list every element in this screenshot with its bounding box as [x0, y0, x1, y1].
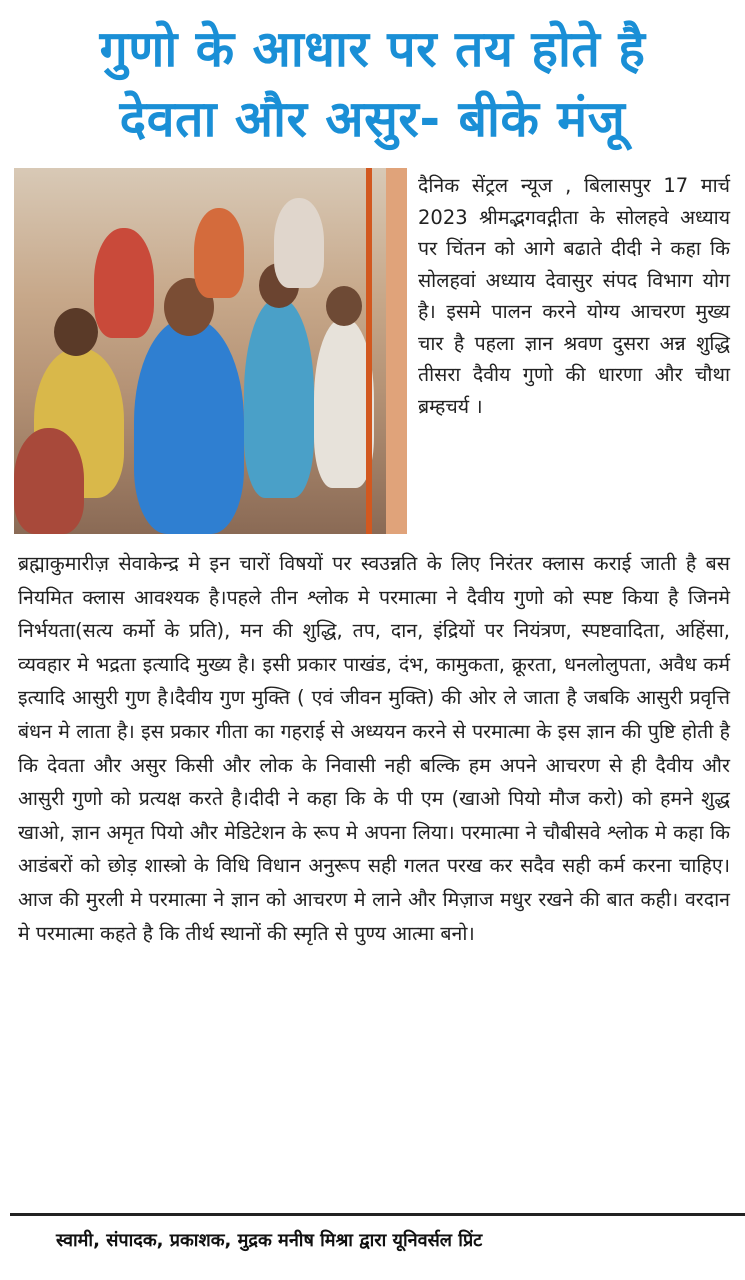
audience-photo [14, 168, 407, 534]
footer-divider [10, 1213, 745, 1216]
headline-line-1: गुणो के आधार पर तय होते है [99, 20, 646, 78]
headline-line-2: देवता और असुर- बीके मंजू [119, 90, 626, 148]
article-intro: दैनिक सेंट्रल न्यूज , बिलासपुर 17 मार्च 2023 श्रीमद्भगवद्गीता के सोलहवे अध्याय पर चिंतन को आगे बढाते दीदी ने कहा कि सोलहवां अध्याय देवासुर संपद विभाग योग है। इसमे पालन करने योग्य आचरण मुख्य चार है पहला ज्ञान श्रवण दुसरा अन्न शुद्धि तीसरा दैवीय गुणो की धारणा और चौथा ब्रम्हचर्य । [418, 174, 730, 418]
footer-imprint: स्वामी, संपादक, प्रकाशक, मुद्रक मनीष मिश्रा द्वारा यूनिवर्सल प्रिंट [56, 1230, 483, 1251]
article-body: ब्रह्माकुमारीज़ सेवाकेन्द्र मे इन चारों विषयों पर स्वउन्नति के लिए निरंतर क्लास कराई जाती है बस नियमित क्लास आवश्यक है।पहले तीन श्लोक मे परमात्मा ने दैवीय गुणो को स्पष्ट किया है जिनमे निर्भयता(सत्य कर्मो के प्रति), मन की शुद्धि, तप, दान, इंद्रियों पर नियंत्रण, स्पष्टवादिता, अहिंसा, व्यवहार मे भद्रता इत्यादि मुख्य है। इसी प्रकार पाखंड, दंभ, कामुकता, क्रूरता, धनलोलुपता, अवैध कर्म इत्यादि आसुरी गुण है।दैवीय गुण मुक्ति ( एवं जीवन मुक्ति) की ओर ले जाता है जबकि आसुरी प्रवृत्ति बंधन मे लाता है। इस प्रकार गीता का गहराई से अध्ययन करने से परमात्मा के इस ज्ञान की पुष्टि होती है कि देवता और असुर किसी और लोक के निवासी नही बल्कि हम अपने आचरण से ही दैवीय और आसुरी गुणो को प्रत्यक्ष करते है।दीदी ने कहा कि के पी एम (खाओ पियो मौज करो) को हमने शुद्ध खाओ, ज्ञान अमृत पियो और मेडिटेशन के रूप मे अपना लिया। परमात्मा ने चौबीसवे श्लोक मे कहा कि आडंबरों को छोड़ शास्त्रो के विधि विधान अनुरूप सही गलत परख कर सदैव सही कर्म करना चाहिए।आज की मुरली मे परमात्मा ने ज्ञान को आचरण मे लाने और मिज़ाज मधुर रखने की बात कही। वरदान मे परमात्मा कहते है कि तीर्थ स्थानों की स्मृति से पुण्य आत्मा बनो। [18, 552, 730, 945]
headline [0, 14, 745, 154]
